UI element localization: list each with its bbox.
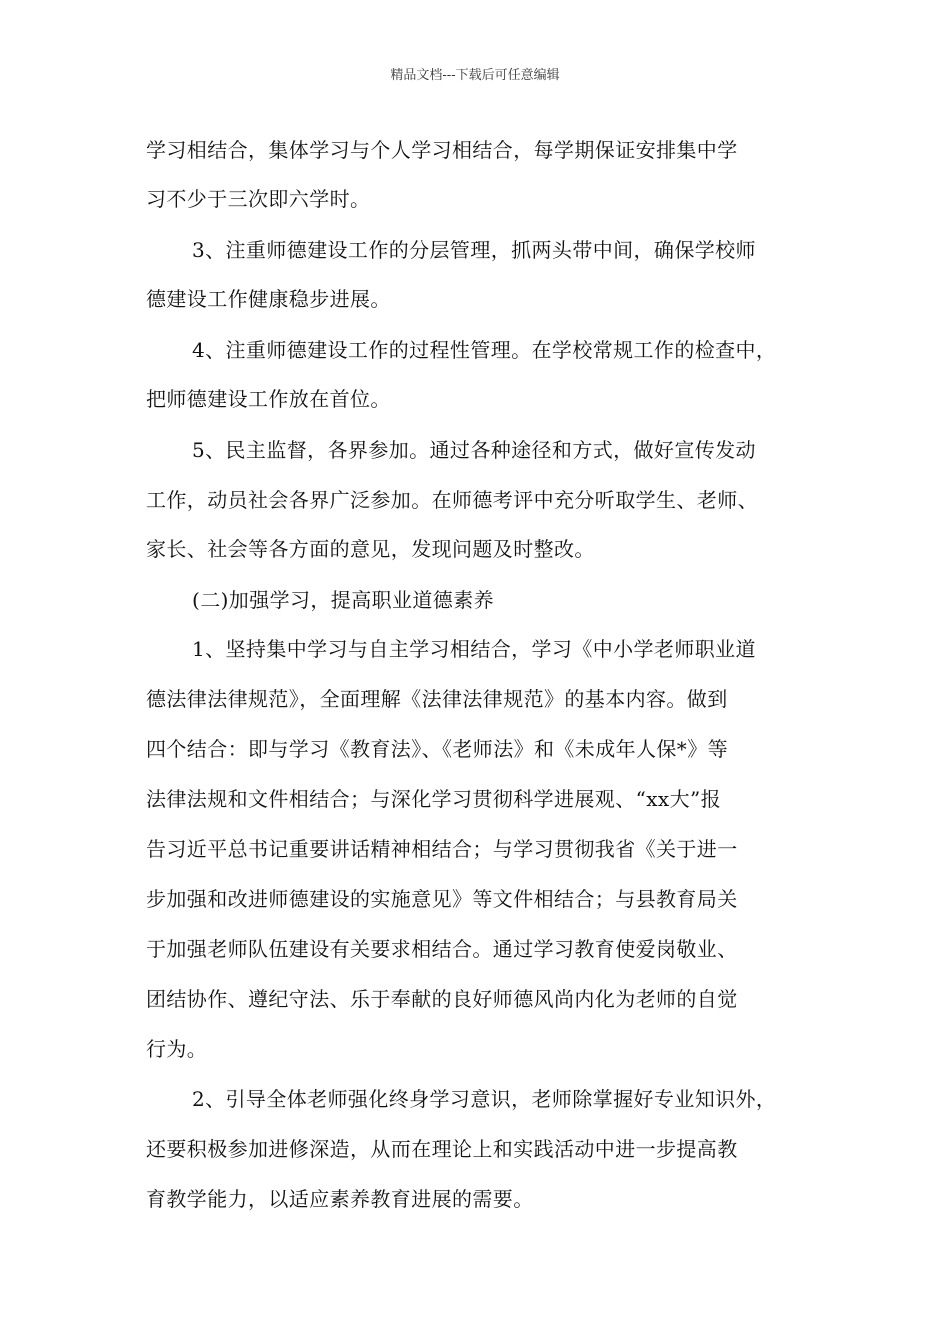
text-line: 还要积极参加进修深造，从而在理论上和实践活动中进一步提高教	[146, 1137, 738, 1161]
text-line: 育教学能力，以适应素养教育进展的需要。	[146, 1187, 534, 1211]
paragraph-line: 4、注重师德建设工作的过程性管理。在学校常规工作的检查中，	[192, 338, 777, 362]
text-line: 行为。	[146, 1037, 208, 1061]
text-line: 告习近平总书记重要讲话精神相结合；与学习贯彻我省《关于进一	[146, 837, 738, 861]
text-line: 把师德建设工作放在首位。	[146, 387, 391, 411]
paragraph-line: 2、引导全体老师强化终身学习意识，老师除掌握好专业知识外，	[192, 1087, 777, 1111]
section-heading: (二)加强学习，提高职业道德素养	[192, 588, 495, 612]
page-header: 精品文档---下载后可任意编辑	[390, 68, 560, 83]
paragraph-line: 5、民主监督，各界参加。通过各种途径和方式，做好宣传发动	[192, 438, 756, 462]
text-line: 法律法规和文件相结合；与深化学习贯彻科学进展观、“xx大”报	[146, 787, 722, 811]
text-line: 工作，动员社会各界广泛参加。在师德考评中充分听取学生、老师、	[146, 488, 758, 512]
text-line: 步加强和改进师德建设的实施意见》等文件相结合；与县教育局关	[146, 887, 738, 911]
text-line: 德建设工作健康稳步进展。	[146, 287, 391, 311]
text-line: 四个结合：即与学习《教育法》、《老师法》和《未成年人保*》等	[146, 737, 728, 761]
text-line: 习不少于三次即六学时。	[146, 187, 371, 211]
paragraph-line: 1、坚持集中学习与自主学习相结合，学习《中小学老师职业道	[192, 637, 756, 661]
text-line: 家长、社会等各方面的意见，发现问题及时整改。	[146, 537, 595, 561]
text-line: 德法律法律规范》，全面理解《法律法律规范》的基本内容。做到	[146, 687, 728, 711]
text-line: 学习相结合，集体学习与个人学习相结合，每学期保证安排集中学	[146, 138, 738, 162]
paragraph-line: 3、注重师德建设工作的分层管理，抓两头带中间，确保学校师	[192, 238, 756, 262]
text-line: 于加强老师队伍建设有关要求相结合。通过学习教育使爱岗敬业、	[146, 937, 738, 961]
text-line: 团结协作、遵纪守法、乐于奉献的良好师德风尚内化为老师的自觉	[146, 987, 738, 1011]
